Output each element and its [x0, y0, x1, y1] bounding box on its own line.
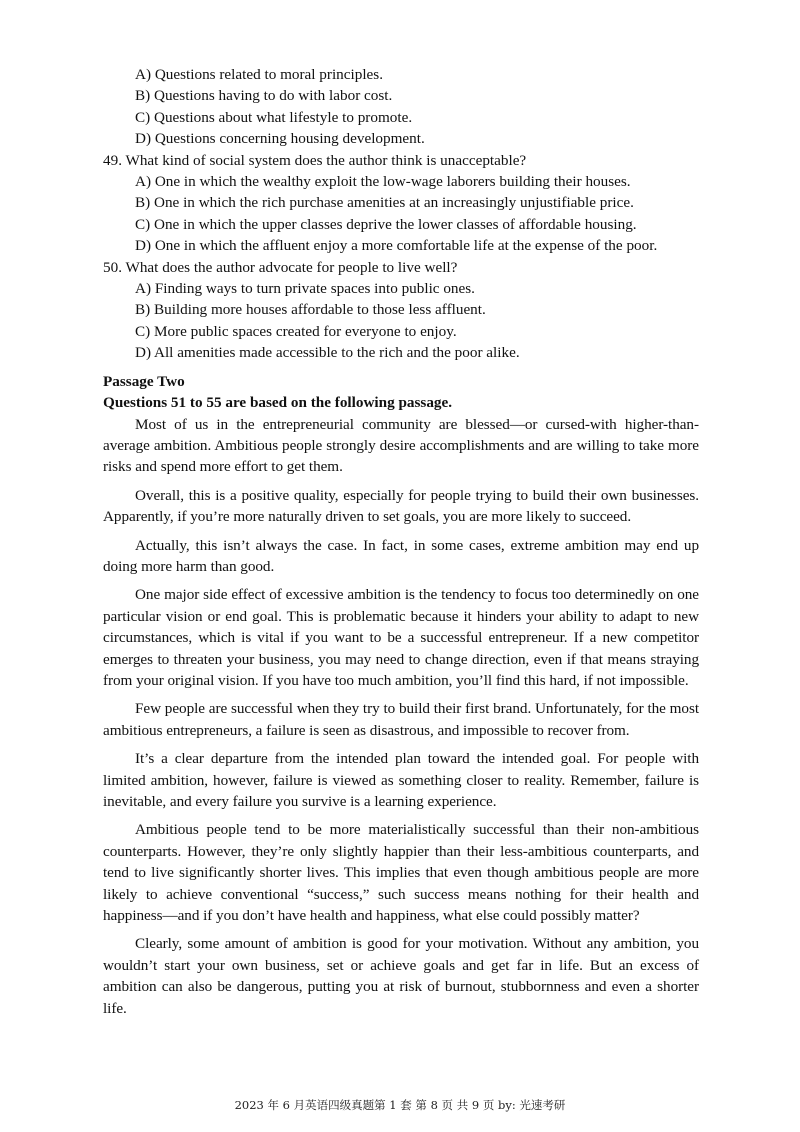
exam-page — [103, 64, 699, 1026]
passage-paragraph: Clearly, some amount of ambition is good for your motivation. Without any ambition, you wouldn’t start your own business, set or achieve goals and get far in life. But an excess of ambition can also be dangerous, putting you at risk of burnout, stubbornness and even a shorter life. — [103, 935, 699, 1017]
passage-paragraph: Few people are successful when they try to build their first brand. Unfortunately, for the most ambitious entrepreneurs, a failure is seen as disastrous, and impossible to recover from. — [103, 700, 699, 739]
q48-option-a: A) Questions related to moral principles. — [135, 66, 383, 83]
q49-option-c: C) One in which the upper classes deprive the lower classes of affordable housing. — [135, 215, 637, 233]
q48-option-d: D) Questions concerning housing development. — [135, 130, 425, 148]
question-50 — [103, 257, 699, 364]
q49-stem: 49. What kind of social system does the author think is unacceptable? — [103, 151, 527, 169]
q50-option-d: D) All amenities made accessible to the rich and the poor alike. — [135, 344, 520, 362]
passage-paragraph: One major side effect of excessive ambition is the tendency to focus too determinedly on one particular vision or end goal. This is problematic because it hinders your ability to adapt to new circumstances, which is vital if you want to be a successful entrepreneur. If a new competitor emerges to threaten your business, you may need to change direction, even if that means straying from your original vision. If you have too much ambition, you’ll find this hard, if not impossible. — [103, 586, 699, 689]
question-48-options — [103, 64, 699, 150]
q48-option-b: B) Questions having to do with labor cost. — [135, 87, 393, 105]
passage-instruction: Questions 51 to 55 are based on the following passage. — [103, 394, 453, 412]
q49-option-d: D) One in which the affluent enjoy a more comfortable life at the expense of the poor. — [135, 237, 658, 255]
q50-option-c: C) More public spaces created for everyone to enjoy. — [135, 322, 457, 340]
passage-paragraph: Actually, this isn’t always the case. In fact, in some cases, extreme ambition may end up doing more harm than good. — [103, 536, 699, 575]
passage-paragraph: Ambitious people tend to be more materialistically successful than their non-ambitious counterparts. However, they’re only slightly happier than their less-ambitious counterparts, and tend to live significantly shorter lives. This implies that even though ambitious people are more likely to achieve conventional “success,” such success means nothing for their health and happiness—and if you don’t have health and happiness, what else could possibly matter? — [103, 821, 699, 925]
passage-paragraph: It’s a clear departure from the intended plan toward the intended goal. For people with limited ambition, however, failure is viewed as something closer to reality. Remember, failure is inevitable, and every failure you survive is a learning experience. — [103, 750, 699, 810]
passage-paragraph: Most of us in the entrepreneurial community are blessed—or cursed-with higher-than-average ambition. Ambitious people strongly desire accomplishments and are willing to take more risks and spend more effort to get them. — [103, 415, 699, 476]
passage-two — [103, 371, 699, 1019]
q48-option-c: C) Questions about what lifestyle to promote. — [135, 108, 413, 126]
q49-option-b: B) One in which the rich purchase amenities at an increasingly unjustifiable price. — [135, 194, 634, 212]
passage-title: Passage Two — [103, 372, 185, 390]
q50-stem: 50. What does the author advocate for people to live well? — [103, 258, 458, 276]
q50-option-a: A) Finding ways to turn private spaces into public ones. — [135, 280, 475, 298]
question-49 — [103, 150, 699, 257]
q49-option-a: A) One in which the wealthy exploit the low-wage laborers building their houses. — [135, 173, 631, 191]
page-footer: 2023 年 6 月英语四级真题第 1 套 第 8 页 共 9 页 by: 光速考研 — [234, 1098, 566, 1112]
passage-paragraph: Overall, this is a positive quality, especially for people trying to build their own businesses. Apparently, if you’re more naturally driven to set goals, you are more likely to succeed. — [103, 486, 699, 526]
q50-option-b: B) Building more houses affordable to those less affluent. — [135, 301, 486, 319]
